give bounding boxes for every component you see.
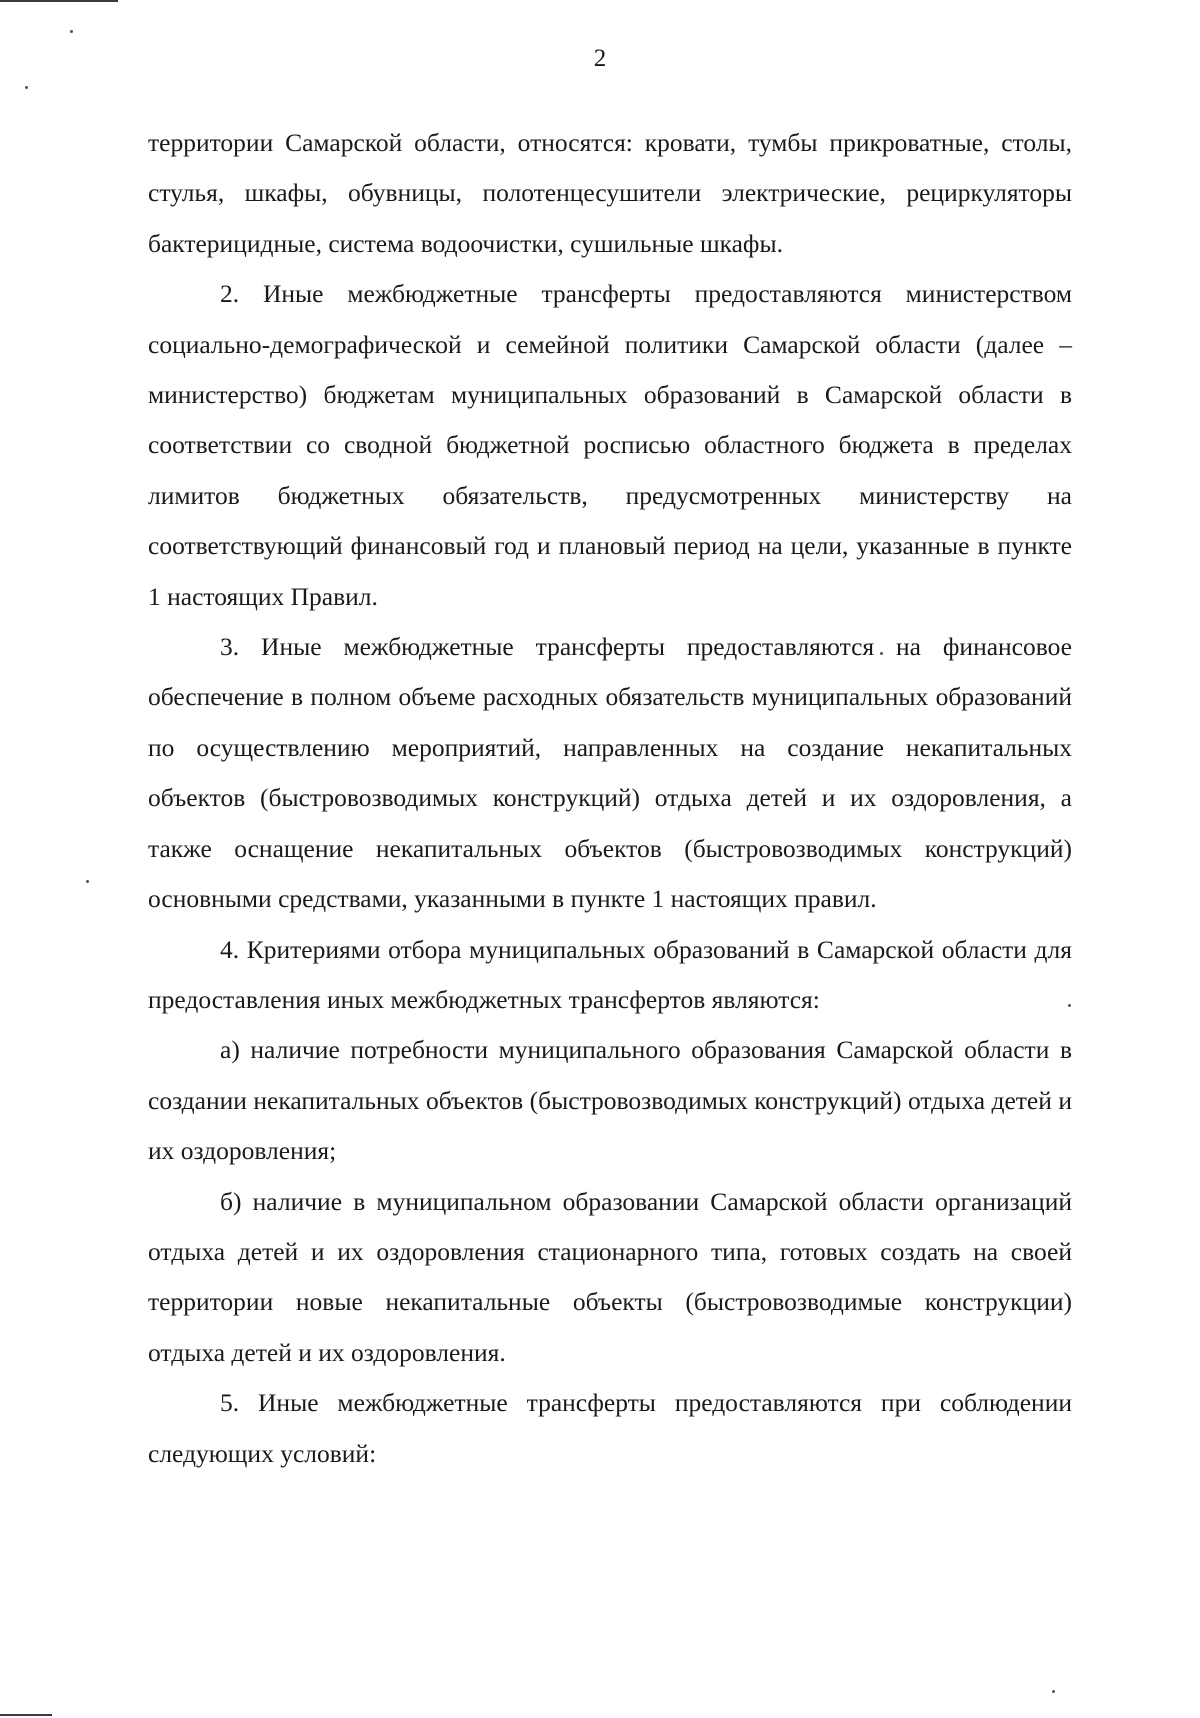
scan-speck [25, 86, 28, 89]
page-number: 2 [593, 45, 607, 72]
scan-edge-line-top [0, 0, 118, 2]
paragraph-4: 4. Критериями отбора муниципальных образований в Самарской области для предоставления иных межбюджетных трансфертов являются: [148, 934, 1072, 1014]
document-body [148, 118, 1072, 1479]
paragraph-5: 5. Иные межбюджетные трансферты предоставляются при соблюдении следующих условий: [148, 1388, 1072, 1468]
paragraph-3: 3. Иные межбюджетные трансферты предоставляются на финансовое обеспечение в полном объеме расходных обязательств муниципальных образований по осуществлению мероприятий, направленных на создание некапитальных объектов (быстровозводимых конструкций) отдыха детей и их оздоровления, а также оснащение некапитальных объектов (быстровозводимых конструкций) основными средствами, указанными в пункте 1 настоящих правил. [148, 632, 1072, 914]
scan-speck [70, 30, 73, 33]
paragraph-2: 2. Иные межбюджетные трансферты предоставляются министерством социально-демографической и семейной политики Самарской области (далее – министерство) бюджетам муниципальных образований в Самарской области в соответствии со сводной бюджетной росписью областного бюджета в пределах лимитов бюджетных обязательств, предусмотренных министерству на соответствующий финансовый год и плановый период на цели, указанные в пункте 1 настоящих Правил. [148, 279, 1072, 611]
paragraph-4a: а) наличие потребности муниципального образования Самарской области в создании некапитальных объектов (быстровозводимых конструкций) отдыха детей и их оздоровления; [148, 1035, 1072, 1166]
paragraph-4b: б) наличие в муниципальном образовании Самарской области организаций отдыха детей и их оздоровления стационарного типа, готовых создать на своей территории новые некапитальные объекты (быстровозводимые конструкции) отдыха детей и их оздоровления. [148, 1186, 1072, 1367]
scan-speck [86, 880, 89, 883]
paragraph-1-continuation: территории Самарской области, относятся: кровати, тумбы прикроватные, столы, стулья, шкафы, обувницы, полотенцесушители электрические, рециркуляторы бактерицидные, система водоочистки, сушильные шкафы. [148, 128, 1072, 258]
scan-edge-line-bottom [0, 1714, 52, 1716]
scan-speck [1052, 1690, 1055, 1693]
